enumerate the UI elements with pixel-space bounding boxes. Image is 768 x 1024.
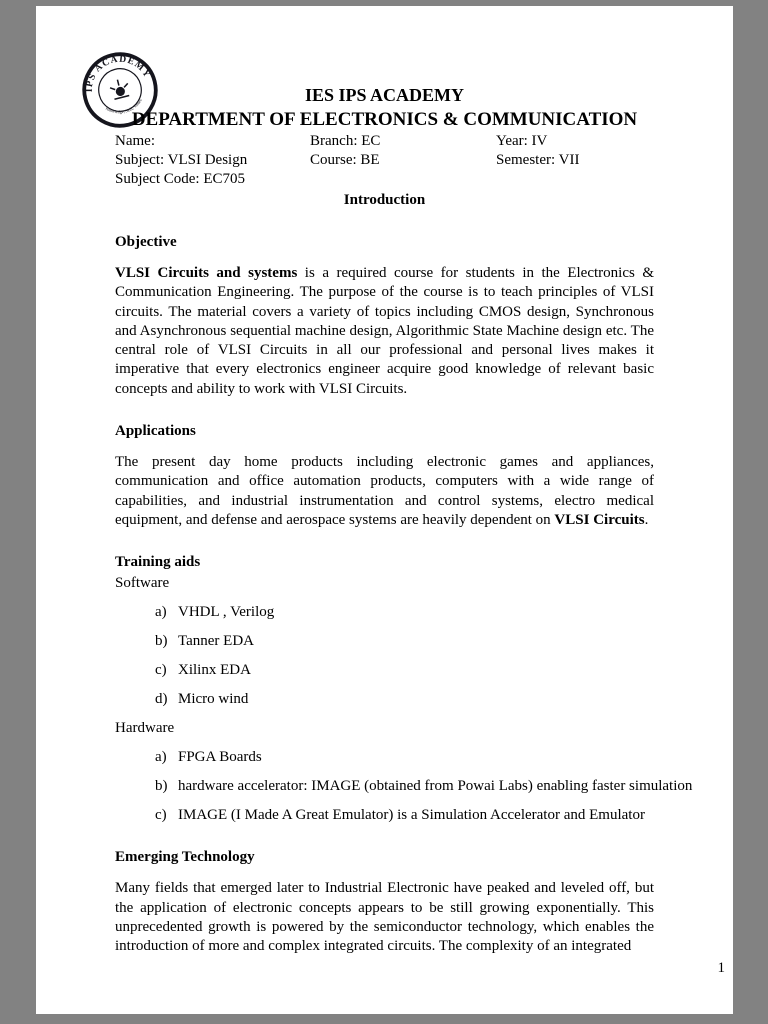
info-row-2	[115, 151, 654, 170]
applications-body-text: The present day home products including electronic games and appliances, communication and office automation products, computers with a wide range of capabilities, and industrial instrumentation and control systems, electro medical equipment, and defense and aerospace systems are heavily dependent on	[115, 454, 654, 528]
software-list	[115, 603, 654, 709]
emerging-paragraph	[115, 879, 654, 956]
info-branch: Branch: EC	[310, 133, 381, 149]
list-marker: c)	[155, 807, 167, 824]
info-row-3	[115, 170, 654, 189]
list-item-text: VHDL , Verilog	[178, 604, 275, 621]
academy-title: IES IPS ACADEMY	[304, 85, 465, 105]
list-item-text: hardware accelerator: IMAGE (obtained from Powai Labs) enabling faster simulation	[178, 778, 693, 795]
hardware-label: Hardware	[115, 720, 175, 737]
page-number: 1	[717, 960, 725, 976]
list-item-text: FPGA Boards	[178, 749, 262, 766]
applications-paragraph	[115, 453, 654, 530]
document-page	[36, 6, 733, 1014]
list-item	[115, 603, 654, 622]
info-subject-code: Subject Code: EC705	[115, 171, 245, 187]
list-marker: c)	[155, 662, 167, 679]
objective-lead-bold: VLSI Circuits and systems	[115, 265, 298, 281]
info-name: Name:	[115, 133, 155, 149]
list-marker: d)	[155, 691, 168, 708]
section-heading-objective: Objective	[115, 234, 177, 250]
document-content	[115, 6, 693, 956]
info-year: Year: IV	[496, 133, 548, 149]
list-marker: b)	[155, 778, 168, 795]
list-item	[115, 661, 654, 680]
hardware-list	[115, 748, 693, 825]
list-item	[115, 690, 654, 709]
info-semester: Semester: VII	[496, 152, 580, 168]
course-info	[115, 132, 654, 189]
list-item-text: Xilinx EDA	[178, 662, 251, 679]
list-marker: a)	[155, 604, 167, 621]
department-title: DEPARTMENT OF ELECTRONICS & COMMUNICATION	[131, 109, 638, 130]
info-subject: Subject: VLSI Design	[115, 152, 248, 168]
info-row-1	[115, 132, 654, 151]
list-item-text: Micro wind	[178, 691, 249, 708]
list-marker: a)	[155, 749, 167, 766]
list-item	[115, 777, 693, 796]
applications-tail-end: .	[644, 511, 649, 528]
section-heading-emerging-technology: Emerging Technology	[115, 849, 255, 866]
objective-paragraph	[115, 264, 654, 399]
software-label: Software	[115, 575, 170, 592]
list-marker: b)	[155, 633, 168, 650]
doc-title: Introduction	[343, 192, 426, 208]
logo-arc-top-text: IPS ACADEMY	[84, 54, 153, 93]
list-item-text: IMAGE (I Made A Great Emulator) is a Simulation Accelerator and Emulator	[178, 807, 645, 824]
objective-body-text: is a required course for students in the Electronics & Communication Engineering. The purpose of the course is to teach principles of VLSI circuits. The material covers a variety of topics including CMOS design, Synchronous and Asynchronous sequential machine design, Algorithmic State Machine design etc. The central role of VLSI Circuits in all our professional and personal lives makes it imperative that every electronics engineer acquire good knowledge of relevant basic concepts and ability to work with VLSI Circuits.	[115, 265, 655, 397]
list-item	[115, 806, 654, 825]
list-item-text: Tanner EDA	[178, 633, 255, 650]
section-heading-training-aids: Training aids	[115, 554, 201, 571]
logo-arc-bottom-text: Knowledge, Skill, Values	[104, 97, 143, 115]
section-heading-applications: Applications	[115, 423, 196, 440]
info-course: Course: BE	[310, 152, 380, 168]
list-item	[115, 632, 654, 651]
applications-tail-bold: VLSI Circuits	[554, 511, 645, 528]
emerging-body-text: Many fields that emerged later to Industrial Electronic have peaked and leveled off, but the application of electronic concepts appears to be still growing exponentially. This unprecedented growth is powered by the semiconductor technology, which enables the introduction of more and complex integrated circuits. The complexity of an integrated	[115, 880, 654, 955]
list-item	[115, 748, 654, 767]
